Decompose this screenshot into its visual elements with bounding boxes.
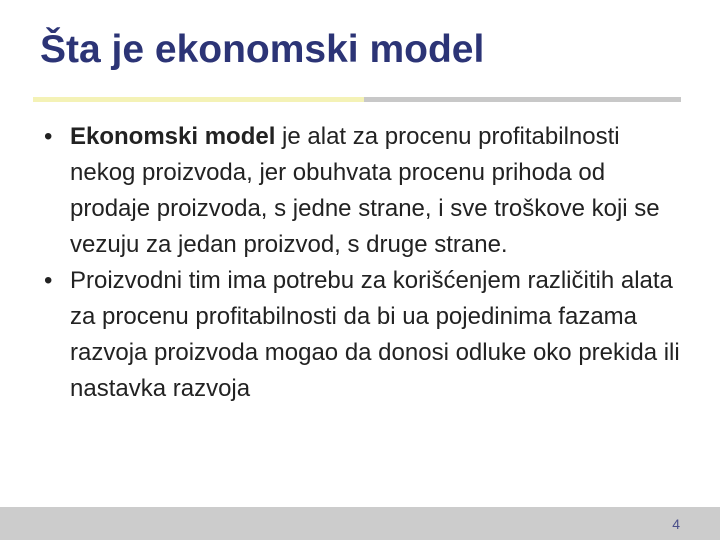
bullet-bold-term: Ekonomski model bbox=[70, 123, 276, 150]
bullet-icon: • bbox=[44, 267, 53, 294]
bullet-text: je alat za procenu profitabilnosti nekog proizvoda, jer obuhvata procenu prihoda od prodaje proizvoda, s jedne strane, i sve troškove koji se vezuju za jedan proizvod, s druge strane. bbox=[70, 123, 660, 258]
slide-number: 4 bbox=[672, 516, 680, 532]
bullet-item bbox=[44, 119, 684, 263]
bullet-item bbox=[44, 263, 684, 407]
slide-title: Šta je ekonomski model bbox=[40, 28, 485, 71]
bullet-text: Proizvodni tim ima potrebu za korišćenjem različitih alata za procenu profitabilnosti da bi ua pojedinima fazama razvoja proizvoda mogao da donosi odluke oko prekida ili nastavka razvoja bbox=[70, 267, 680, 402]
footer-bar bbox=[0, 507, 720, 540]
title-underline-accent bbox=[33, 97, 364, 102]
title-underline bbox=[364, 97, 681, 102]
bullet-icon: • bbox=[44, 123, 53, 150]
bullet-list bbox=[44, 119, 684, 407]
